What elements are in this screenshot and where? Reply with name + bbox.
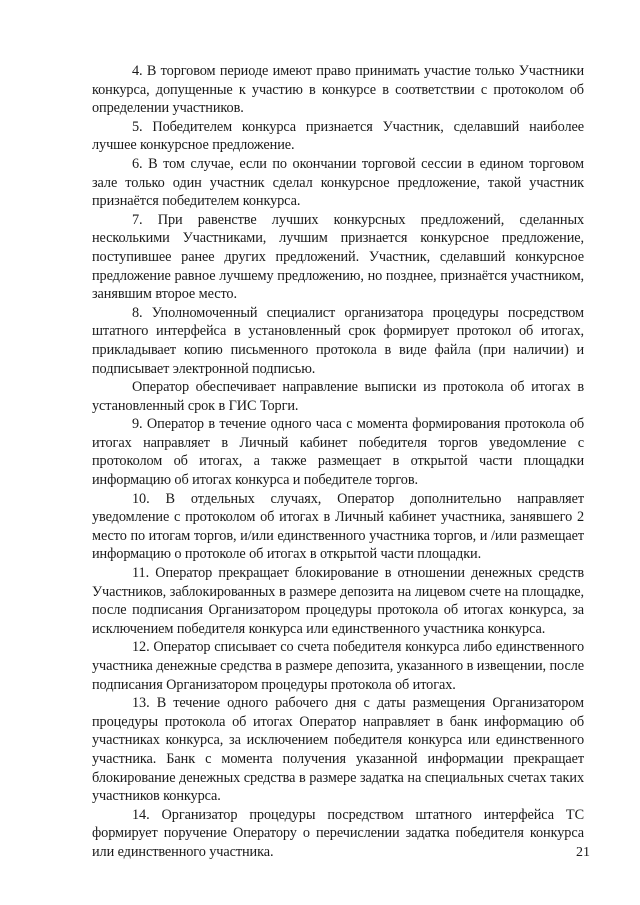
paragraph-8: 8. Уполномоченный специалист организатора процедуры посредством штатного интерфейса в установленный срок формирует протокол об итогах, прикладывает копию письменного протокола в виде файла (при наличии) и подписывает электронной подписью. [92, 304, 584, 377]
page-number: 21 [576, 845, 590, 860]
paragraph-4: 4. В торговом периоде имеют право принимать участие только Участники конкурса, допущенные к участию в конкурсе в соответствии с протоколом об определении участников. [92, 63, 584, 117]
paragraph-8-operator: Оператор обеспечивает направление выписки из протокола об итогах в установленный срок в ГИС Торги. [92, 379, 584, 414]
paragraph-13: 13. В течение одного рабочего дня с даты размещения Организатором процедуры протокола об итогах Оператор направляет в банк информацию об участниках конкурса, за исключением победителя конкурса или единственного участника. Банк с момента получения указанной информации прекращает блокирование денежных средства в размере задатка на специальных счетах таких участников конкурса. [92, 695, 584, 805]
paragraph-9: 9. Оператор в течение одного часа с момента формирования протокола об итогах направляет в Личный кабинет победителя торгов уведомление с протоколом об итогах, а также размещает в открытой части площадки информацию об итогах конкурса и победителе торгов. [92, 416, 584, 489]
paragraph-7: 7. При равенстве лучших конкурсных предложений, сделанных несколькими Участниками, лучшим признается конкурсное предложение, поступившее ранее других предложений. Участник, сделавший конкурсное предложение равное лучшему предложению, но позднее, признаётся участником, занявшим второе место. [92, 211, 584, 303]
paragraph-12: 12. Оператор списывает со счета победителя конкурса либо единственного участника денежные средства в размере депозита, указанного в извещении, после подписания Организатором процедуры протокола об итогах. [92, 639, 584, 693]
paragraph-10: 10. В отдельных случаях, Оператор дополнительно направляет уведомление с протоколом об итогах в Личный кабинет участника, занявшего 2 место по итогам торгов, и/или единственного участника торгов, и /или размещает информацию о протоколе об итогах в открытой части площадки. [92, 490, 584, 563]
paragraph-5: 5. Победителем конкурса признается Участник, сделавший наиболее лучшее конкурсное предложение. [92, 118, 584, 154]
paragraph-6: 6. В том случае, если по окончании торговой сессии в едином торговом зале только один участник сделал конкурсное предложение, такой участник признаётся победителем конкурса. [92, 155, 584, 210]
paragraph-14: 14. Организатор процедуры посредством штатного интерфейса ТС формирует поручение Оператору о перечислении задатка победителя конкурса или единственного участника. [92, 806, 584, 860]
paragraph-11: 11. Оператор прекращает блокирование в отношении денежных средств Участников, заблокированных в размере депозита на лицевом счете на площадке, после подписания Организатором процедуры протокола об итогах конкурса, за исключением победителя конкурса или единственного участника конкурса. [92, 565, 584, 637]
